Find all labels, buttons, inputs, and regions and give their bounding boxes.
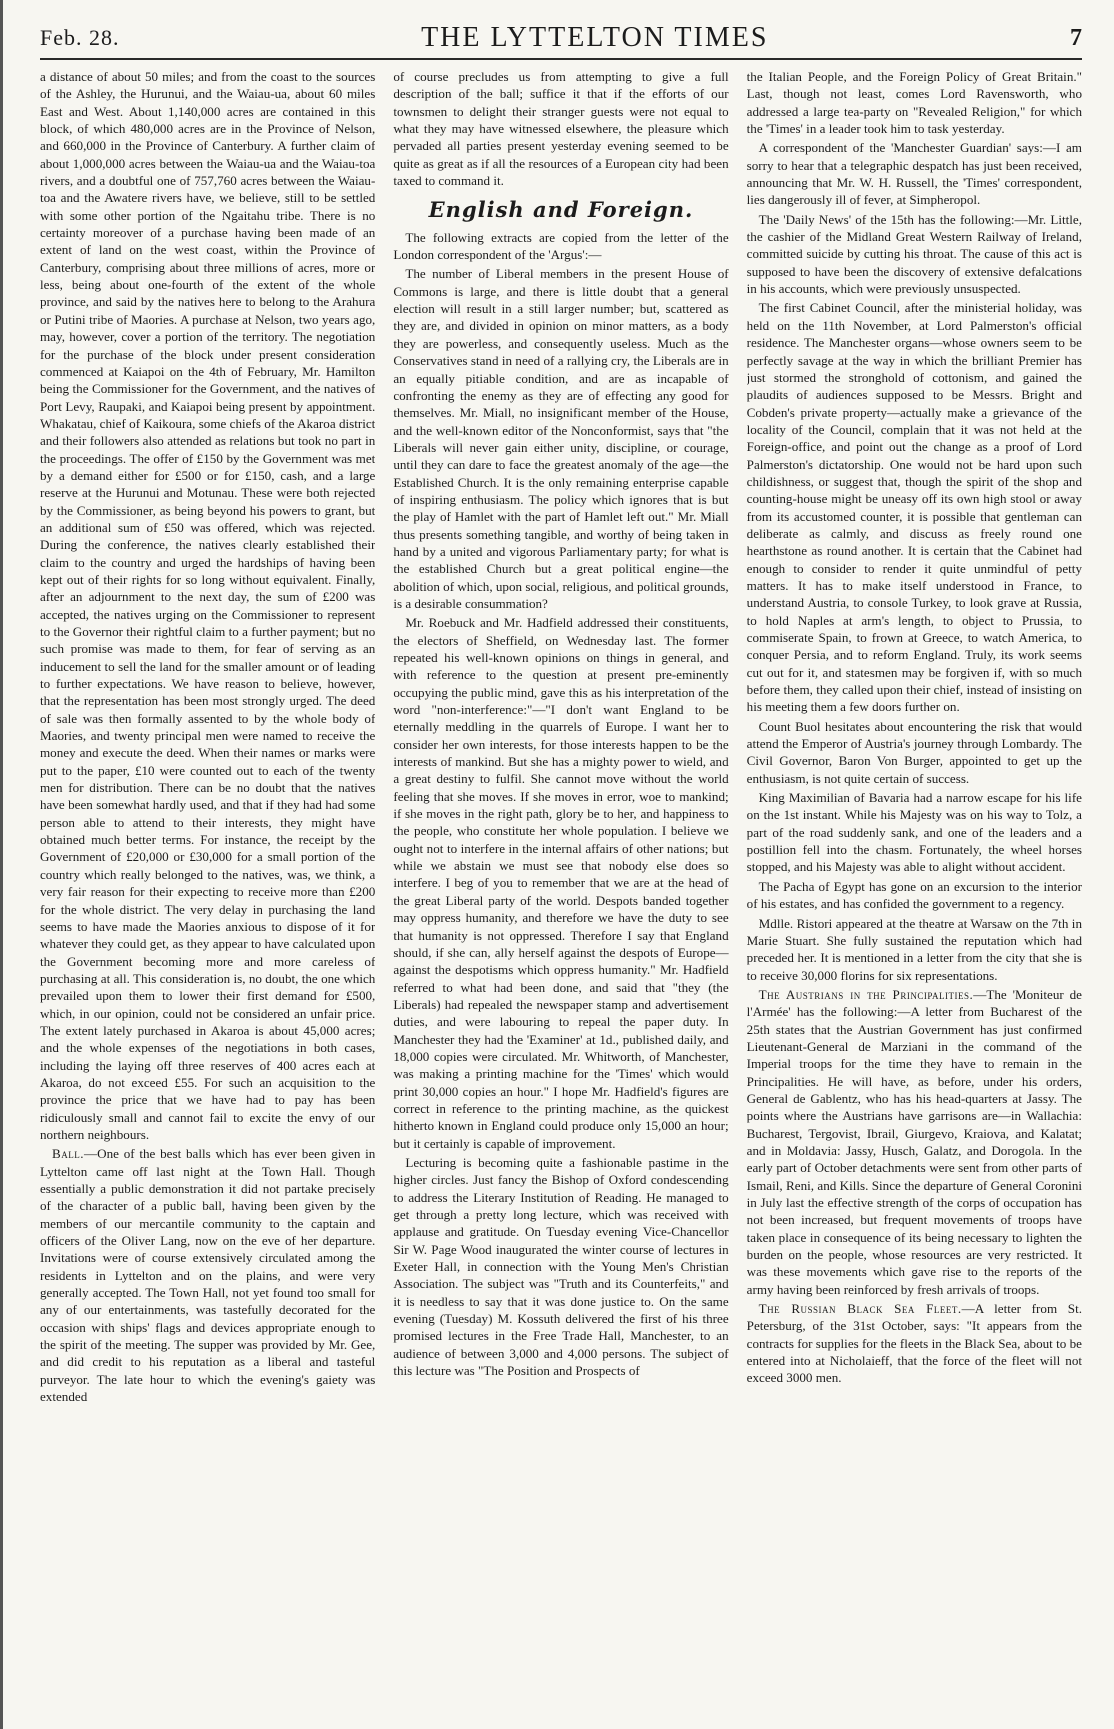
russian-fleet-text: —A letter from St. Petersburg, of the 31st October, says: "It appears from the contracts for supplies for the fleets in the Black Sea, about to be entered into at Nicholaieff, that the force of the fleet will not exceed 3000 men. (746, 1301, 1082, 1386)
article-columns (40, 68, 1082, 1728)
liberal-members-article: The number of Liberal members in the present House of Commons is large, and there is little doubt that a general election will result in a still larger number; but, scattered as they are, and divided in opinion on minor matters, as a body they are powerless, and consequently useless. Much as the Conservatives stand in need of a rallying cry, the Liberals are in an equally pitiable condition, and are as incapable of confronting the enemy as they are of effecting any good for themselves. Mr. Miall, no insignificant member of the House, and the well-known editor of the Nonconformist, says that "the Liberals will never gain either unity, discipline, or courage, until they can dare to face the greatest anomaly of the age—the Established Church. It is the only remaining enterprise capable of inspiring enthusiasm. The policy which ignores that is but the play of Hamlet with the part of Hamlet left out." Mr. Miall thus presents something tangible, and worthy of being taken in hand by a united and vigorous Parliamentary party; for what is the established Church but a great political engine—the abolition of which, upon social, religious, and political grounds, is a desirable consummation? (393, 266, 729, 611)
column-3 (747, 68, 1082, 1728)
maori-land-purchase-article: a distance of about 50 miles; and from the coast to the sources of the Ashley, the Hurunui, and the Waiau-ua, about 60 miles East and West. About 1,140,000 acres are contained in this block, of which 480,000 acres are in the Province of Nelson, and 660,000 in the Province of Canterbury. A further claim of about 1,000,000 acres between the Waiau-ua and the Waiau-toa rivers, and a doubtful one of 757,760 acres between the Waiau-toa and the Awatere rivers have, we believe, still to be settled with some other portion of the Ngaitahu tribe. There is no certainty moreover of a purchase having been made of an extent of land on the west coast, within the Province of Canterbury, comprising about three millions of acres, more or less, being about one-fourth of the extent of the whole province, and said by the natives here to belong to the Arahura or Putini tribe of Maories. A purchase at Nelson, two years ago, may, however, cover a portion of the territory. The negotiation for the purchase of the block under present consideration commenced at Kaiapoi on the 4th of February, Mr. Hamilton being the Commissioner for the Government, and the natives of Port Levy, Raupaki, and Kaiapoi being present by appointment. Whakatau, chief of Kaikoura, some chiefs of the Akaroa district and their followers also attended as relations but took no part in the proceedings. The offer of £150 by the Government was met by a demand either for £500 or for £150, cash, and a large reserve at the Hurunui and Motunau. These were both rejected by the Commissioner, as being beyond his powers to grant, but an additional sum of £50 was offered, which was rejected. During the conference, the natives clearly established their claim to the country and urged the hardships of having been kept out of their rights for so long without equivalent. Finally, after an adjournment to the next day, the sum of £200 was accepted, the natives urging on the Commissioner to represent to the Governor their rightful claim to a further payment; but no such promise was made to them, for fear of serving as an inducement to sell the land for the smaller amount or of leading to further expectations. We have reason to believe, however, that the representation has been most strongly urged. The deed of sale was then formally assented to by the whole body of Maories, and twenty principal men were named to receive the money and execute the deed. When their names or marks were put to the paper, £10 were counted out to each of the twenty men for distribution. There can be no doubt that the natives have been somewhat hardly used, and that if they had had some person able to attend to their interests, they might have obtained much better terms. For instance, the receipt by the Government of £20,000 or £30,000 for a small portion of the country which really belonged to the natives, was, we think, a very fair reason for their expecting to receive more than £200 for the whole district. The very delay in purchasing the land seems to have made the Maories anxious to dispose of it for whatever they could get, as they appear to have calculated upon the Government becoming more and more careless of purchasing at all. This consideration is, no doubt, the one which prevailed upon them to lower their first demand for £500, which, in our opinion, could not be considered an unfair price. The extent lately purchased in Akaroa is about 45,000 acres; and the whole expenses of the negotiations in both cases, including the laying off three reserves of 400 acres each at Akaroa, do not exceed £55. For such an acquisition to the province the price that we have had to pay has been ridiculously small and cannot fail to excite the envy of our northern neighbours. (40, 69, 376, 1142)
ristori-item: Mdlle. Ristori appeared at the theatre at Warsaw on the 7th in Marie Stuart. She fully sustained the reputation which had preceded her. It is mentioned in a letter from the city that she is to receive 30,000 florins for six representations. (746, 915, 1082, 983)
ball-heading: Ball. (52, 1146, 85, 1162)
ball-article-continued: of course precludes us from attempting to give a full description of the ball; suffice it that if the efforts of our townsmen to delight their stranger guests were not equal to what they may have witnessed elsewhere, the pleasure which pervaded all parties present yesterday evening seemed to be quite as great as if all the resources of a European city had been taxed to command it. (393, 69, 729, 189)
austrians-principalities-article (747, 986, 1082, 1298)
roebuck-hadfield-article: Mr. Roebuck and Mr. Hadfield addressed their constituents, the electors of Sheffield, on Wednesday last. The former repeated his well-known opinions on things in general, and with reference to the question at present pre-eminently occupying the public mind, gave this as his interpretation of the word "non-interference:"—"I don't want England to be eternally meddling in the quarrels of Europe. I want her to consider her own interests, for those interests happen to be the interests of mankind. But she has a mighty power to wield, and a great destiny to fulfil. She cannot move without the world feeling that she moves. If she moves in error, woe to mankind; if she moves in the right path, glory be to her, and happiness to the people, who constitute her whole population. I believe we ought not to interfere in the internal affairs of other nations; but while we abstain we must see that nobody else does so interfere. I beg of you to remember that we are at the head of the great Liberal party of the world. Despots banded together may oppress humanity, and therefore we have the duty to see that humanity is not oppressed. Therefore I say that England should, if she can, ally herself against the despots of Europe—against the despotisms which oppress humanity." Mr. Hadfield referred to what had been done, and said that "they (the Liberals) had repealed the newspaper stamp and advertisement duties, and were labouring to repeal the paper duty. In Manchester they had the 'Examiner' at 1d., published daily, and 18,000 copies were circulated. Mr. Whitworth, of Manchester, was making a printing machine for the 'Times' which would print 30,000 copies an hour." I hope Mr. Hadfield's figures are correct in reference to the printing machine, as the quickest hitherto known in England could produce only 15,000 an hour; but it certainly is capable of improvement. (393, 615, 729, 1151)
masthead (40, 18, 1082, 60)
ball-article (40, 1145, 375, 1405)
cabinet-council-article: The first Cabinet Council, after the ministerial holiday, was held on the 11th November, at Lord Palmerston's official residence. The Manchester organs—whose owners seem to be perfectly savage at the way in which the brilliant Premier has just stormed the stronghold of cottonism, and gained the plaudits of audiences supposed to be Messrs. Bright and Cobden's private property—actually make a grievance of the locality of the Council, complain that it was not held at the Foreign-office, and point out the change as a proof of Lord Palmerston's dictatorship. One would not be hard upon such childishness, or suggest that, though the spirit of the shop and counting-house might be uneasy off its own high stool or away from its accustomed counter, it is possible that gentleman can deliberate as calmly, and discuss as freely round one hearthstone as round another. It is certain that the Cabinet had enough to consider to render it quite unmindful of petty matters. It has to make itself understood in France, to understand Austria, to console Turkey, to look grave at Russia, to hold Naples at arm's length, to object to Prussia, to commiserate Spain, to frown at Greece, to watch America, to conquer Persia, and to reform England. Truly, its work seems cut out for it, and statesmen may be forgiven if, with so much before them, they called upon their chief, instead of insisting on his meeting them a few doors further on. (746, 300, 1082, 715)
count-buol-item: Count Buol hesitates about encountering the risk that would attend the Emperor of Austria's journey through Lombardy. The Civil Governor, Baron Von Burger, appointed to get up the enthusiasm, is not quite certain of success. (746, 718, 1082, 786)
page-edge-rule (0, 0, 3, 1729)
king-maximilian-item: King Maximilian of Bavaria had a narrow escape for his life on the 1st instant. While his Majesty was on his way to Tolz, a part of the road suddenly sank, and one of the leaders and a postillion fell into the chasm. Fortunately, the wheel horses stopped, and his Majesty was able to alight without accident. (746, 790, 1082, 875)
column-2 (393, 68, 728, 1728)
daily-news-item: The 'Daily News' of the 15th has the following:—Mr. Little, the cashier of the Midland Great Western Railway of Ireland, committed suicide by cutting his throat. The cause of this act is supposed to have been the discovery of extensive defalcations in his accounts, which were previously unsuspected. (746, 211, 1082, 297)
austrians-heading: The Austrians in the Principalities. (758, 986, 974, 1002)
newspaper-title: THE LYTTELTON TIMES (421, 22, 769, 53)
ball-text: —One of the best balls which has ever been given in Lyttelton came off last night at the Town Hall. Though essentially a public demonstration it did not partake precisely of the character of a public ball, having been given by the members of our mercantile community to the captain and officers of the Oliver Lang, now on the eve of her departure. Invitations were of course extensively circulated among the residents in Lyttelton and on the plains, and were very generally accepted. The Town Hall, not yet found too small for any of our entertainments, was tastefully decorated for the occasion with ships' flags and devices appropriate enough to the spirit of the meeting. The supper was provided by Mr. Gee, and did credit to his reputation as a liberal and tasteful purveyor. The late hour to which the evening's gaiety was extended (40, 1146, 376, 1405)
page-number: 7 (1069, 24, 1082, 51)
manchester-guardian-item: A correspondent of the 'Manchester Guardian' says:—I am sorry to hear that a telegraphic despatch has just been received, announcing that Mr. W. H. Russell, the 'Times' correspondent, lies dangerously ill of fever, at Simpheropol. (746, 140, 1082, 208)
russian-fleet-heading: The Russian Black Sea Fleet. (758, 1301, 962, 1317)
lecturing-article: Lecturing is becoming quite a fashionable pastime in the higher circles. Just fancy the Bishop of Oxford condescending to address the Literary Institution of Reading. He managed to get through a pretty long lecture, which was received with applause and gratitude. On Tuesday evening Vice-Chancellor Sir W. Page Wood inaugurated the winter course of lectures in Exeter Hall, in connection with the Young Men's Christian Association. The subject was "Truth and its Counterfeits," and it is needless to say that it was done justice to. On the same evening (Tuesday) M. Kossuth delivered the first of his three promised lectures in the Free Trade Hall, Manchester, to an audience of between 3,000 and 4,000 persons. The subject of this lecture was "The Position and Prospects of (393, 1154, 729, 1379)
austrians-text: —The 'Moniteur de l'Armée' has the following:—A letter from Bucharest of the 25th states that the Austrian Government has just confirmed Lieutenant-General de Marziani in the command of the Imperial troops for the time they have to remain in the Principalities. He will have, as before, under his orders, General de Gablentz, who has his head-quarters at Jassy. The points where the Austrians have garrisons are—in Wallachia: Bucharest, Tergovist, Ibrail, Giurgevo, Kraiova, and Kalatat; and in Moldavia: Jassy, Husch, Galatz, and Dorogola. In the early part of October detachments were sent from other parts of Ismail, Reni, and Kills. Since the departure of General Coronini in July last the effective strength of the corps of occupation has not been increased, but frequent movements of troops have taken place in consequence of its being necessary to lighten the burden on the people, whose resources are very restricted. It was these movements which gave rise to the reports of the army having been reinforced by fresh arrivals of troops. (746, 986, 1082, 1297)
issue-date: Feb. 28. (40, 25, 120, 50)
kossuth-lecture-continued: the Italian People, and the Foreign Policy of Great Britain." Last, though not least, comes Lord Ravensworth, who addressed a large tea-party on "Revealed Religion," for which the 'Times' in a leader took him to task yesterday. (746, 69, 1082, 137)
london-correspondent-intro: The following extracts are copied from the letter of the London correspondent of the 'Argus':— (393, 229, 729, 263)
column-1 (40, 68, 375, 1728)
section-heading-english-foreign: English and Foreign. (428, 197, 694, 223)
pacha-of-egypt-item: The Pacha of Egypt has gone on an excursion to the interior of his estates, and has confided the government to a regency. (746, 878, 1082, 912)
russian-fleet-article (747, 1300, 1082, 1387)
